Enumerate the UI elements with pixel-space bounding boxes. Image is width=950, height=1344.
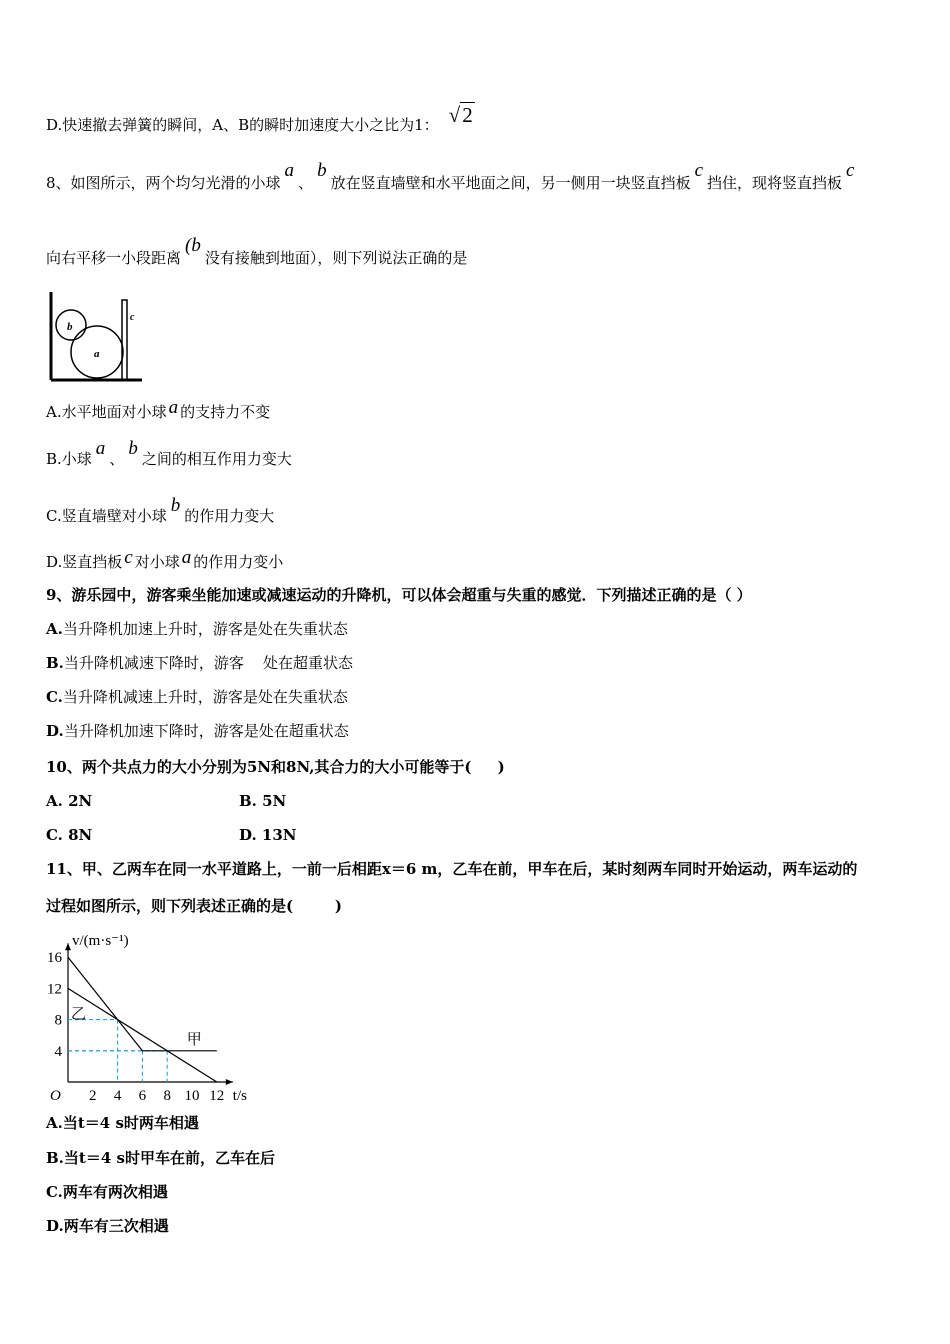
opt-key: D. <box>46 1217 64 1235</box>
opt-text: 当升降机加速下降时，游客是处在超重状态 <box>63 722 349 740</box>
y-tick-label: 8 <box>54 1012 62 1029</box>
x-tick-label: 2 <box>89 1088 97 1104</box>
series-label-yi: 乙 <box>71 1006 87 1023</box>
opt-text: 当升降机减速下降时，游客 处在超重状态 <box>63 654 353 672</box>
q11-vt-chart <box>40 922 270 1106</box>
q11-stem-line1: 11、甲、乙两车在同一水平道路上，一前一后相距x＝6 m，乙车在前，甲车在后，某时刻两车同时开始运动，两车运动的 <box>46 860 858 878</box>
q8-opt-text: 、 <box>109 450 125 468</box>
q9-option-d <box>46 721 349 741</box>
q9-option-a <box>46 619 348 639</box>
q8-option-a <box>46 397 271 422</box>
q8-stem-part: 放在竖直墙壁和水平地面之间，另一侧用一块竖直挡板 <box>330 174 691 192</box>
board-c <box>122 300 127 380</box>
opt-key: C. <box>46 1183 63 1201</box>
opt-text: 当升降机加速上升时，游客是处在失重状态 <box>62 620 348 638</box>
x-tick-label: 12 <box>209 1088 225 1104</box>
var-b: b <box>128 438 138 459</box>
q8-opt-text: 的作用力变小 <box>193 553 284 571</box>
q10-option-c: C. 8N <box>46 826 93 844</box>
var-b: b <box>317 160 327 181</box>
label-a: a <box>94 348 100 360</box>
y-tick-label: 16 <box>47 950 62 967</box>
q8-stem-part: 8、如图所示，两个均匀光滑的小球 <box>46 174 281 192</box>
origin-label: O <box>50 1088 61 1104</box>
opt-key: C. <box>46 688 63 706</box>
q8-opt-text: 的作用力变大 <box>184 507 275 525</box>
x-axis-arrow <box>226 1079 233 1085</box>
var-a: a <box>168 397 179 418</box>
opt-text: 两车有三次相遇 <box>63 1217 169 1235</box>
opt-key: D. <box>46 722 64 740</box>
q8-stem-line1 <box>46 160 858 193</box>
sqrt-value: 2 <box>462 103 473 127</box>
q11-option-d <box>46 1216 169 1236</box>
q8-opt-text: 对小球 <box>134 553 180 571</box>
opt-key: A. <box>46 620 63 638</box>
q11-option-b <box>46 1148 275 1168</box>
x-axis-label: t/s <box>232 1088 247 1104</box>
q10-option-a: A. 2N <box>46 792 93 810</box>
q9-option-b <box>46 653 353 673</box>
opt-text: 当t＝4 s时两车相遇 <box>62 1114 199 1132</box>
series-label-jia: 甲 <box>186 1031 202 1048</box>
q8-balls-figure <box>46 288 146 386</box>
opt-text: 当升降机减速上升时，游客是处在失重状态 <box>62 688 348 706</box>
sqrt-two <box>449 103 475 127</box>
opt-key: A. <box>46 1114 63 1132</box>
q8-opt-text: B.小球 <box>46 450 92 468</box>
q11-option-a <box>46 1113 199 1133</box>
q9-stem: 9、游乐园中，游客乘坐能加速或减速运动的升降机，可以体会超重与失重的感觉．下列描述正确的是（ ） <box>46 586 752 604</box>
var-c: c <box>846 160 855 181</box>
var-c: c <box>124 547 133 568</box>
q8-stem-part: 挡住，现将竖直挡板 <box>707 174 843 192</box>
var-a: a <box>181 547 192 568</box>
q8-option-b <box>46 438 292 469</box>
q8-option-c <box>46 495 275 526</box>
var-b-paren: (b <box>185 235 201 256</box>
var-a: a <box>284 160 295 181</box>
var-a: a <box>95 438 106 459</box>
q10-stem: 10、两个共点力的大小分别为5N和8N,其合力的大小可能等于( ) <box>46 758 505 776</box>
q10-option-d: D. 13N <box>239 826 297 844</box>
q8-stem-part: 没有接触到地面），则下列说法正确的是 <box>204 249 468 267</box>
q8-opt-text: C.竖直墙壁对小球 <box>46 507 167 525</box>
sqrt-sign: √ <box>448 103 461 127</box>
q11-stem-line2: 过程如图所示，则下列表述正确的是( ) <box>46 897 342 915</box>
q7-option-d <box>46 103 475 135</box>
q8-option-d <box>46 547 284 572</box>
q8-sep: 、 <box>298 174 314 192</box>
q8-stem-line2 <box>46 235 468 268</box>
q8-stem-part: 向右平移一小段距离 <box>46 249 182 267</box>
q8-opt-text: D.竖直挡板 <box>46 553 123 571</box>
q8-opt-text: A.水平地面对小球 <box>46 403 167 421</box>
x-tick-label: 6 <box>138 1088 147 1104</box>
opt-key: B. <box>46 654 64 672</box>
y-axis-label: v/(m·s⁻¹) <box>72 933 129 950</box>
label-c: c <box>130 312 135 323</box>
opt-text: 两车有两次相遇 <box>62 1183 168 1201</box>
q8-opt-text: 的支持力不变 <box>180 403 271 421</box>
var-b: b <box>170 495 181 516</box>
opt-key: B. <box>46 1149 64 1167</box>
x-tick-label: 8 <box>163 1088 171 1104</box>
y-tick-label: 12 <box>47 981 62 998</box>
x-tick-label: 4 <box>113 1088 122 1104</box>
label-b: b <box>67 321 73 333</box>
q9-option-c <box>46 687 348 707</box>
y-axis-arrow <box>65 943 71 950</box>
var-c: c <box>694 160 704 181</box>
q7-option-d-text: D.快速撤去弹簧的瞬间，A、B的瞬时加速度大小之比为1： <box>46 116 439 134</box>
q8-opt-text: 之间的相互作用力变大 <box>141 450 292 468</box>
q10-option-b: B. 5N <box>239 792 287 810</box>
x-tick-label: 10 <box>184 1088 200 1104</box>
q11-option-c <box>46 1182 168 1202</box>
opt-text: 当t＝4 s时甲车在前，乙车在后 <box>63 1149 275 1167</box>
y-tick-label: 4 <box>54 1043 62 1060</box>
